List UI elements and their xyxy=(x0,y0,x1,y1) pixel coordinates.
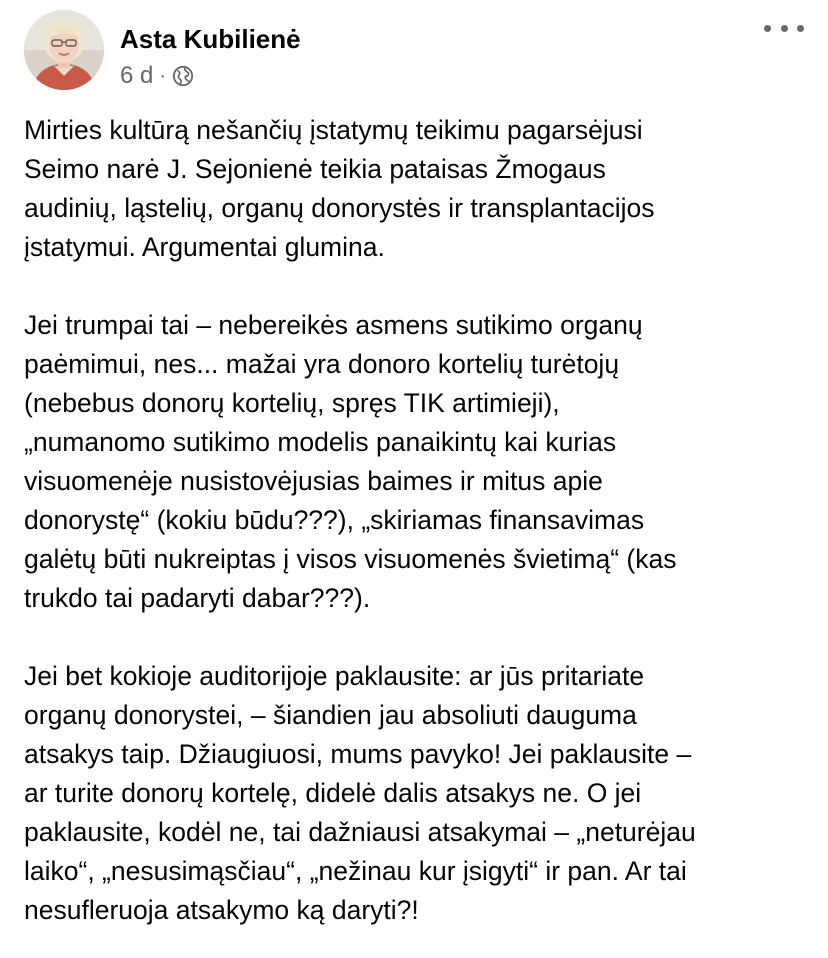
avatar-photo-icon xyxy=(24,10,104,90)
more-horizontal-icon xyxy=(797,25,804,32)
post-paragraph: Jei bet kokioje auditorijoje paklausite: ar jūs pritariate organų donorystei, – šiandien jau absoliuti dauguma atsakys taip. Džiaugiuosi, mums pavyko! Jei paklausite – ar turite donorų kortelę, didelė dalis atsakys ne. O jei paklausite, kodėl ne, tai dažniausi atsakymai – „neturėjau laiko“, „nesusimąsčiau“, „nežinau kur įsigyti“ ir pan. Ar tai nesufleruoja atsakymo ką daryti?! xyxy=(24,661,696,925)
post-timestamp[interactable]: 6 d xyxy=(120,62,154,89)
globe-icon[interactable] xyxy=(172,65,194,87)
author-name[interactable]: Asta Kubilienė xyxy=(120,24,301,54)
post-paragraph: Mirties kultūrą nešančių įstatymų teikimu pagarsėjusi Seimo narė J. Sejonienė teikia pataisas Žmogaus audinių, ląstelių, organų donorystės ir transplantacijos įstatymui. Argumentai glumina. xyxy=(24,115,655,262)
more-horizontal-icon xyxy=(764,25,771,32)
more-horizontal-icon xyxy=(781,25,788,32)
author-avatar[interactable] xyxy=(24,10,104,90)
meta-separator: · xyxy=(159,65,167,87)
post-meta xyxy=(120,62,194,90)
post-header xyxy=(24,10,804,92)
post-text xyxy=(24,111,814,930)
post-paragraph: Jei trumpai tai – nebereikės asmens sutikimo organų paėmimui, nes... mažai yra donoro kortelių turėtojų (nebebus donorų kortelių, spręs TIK artimieji), „numanomo sutikimo modelis panaikintų kai kurias visuomenėje nusistovėjusias baimes ir mitus apie donorystę“ (kokiu būdu???), „skiriamas finansavimas galėtų būti nukreiptas į visos visuomenės švietimą“ (kas trukdo tai padaryti dabar???). xyxy=(24,310,677,613)
more-options-button[interactable] xyxy=(764,16,804,40)
